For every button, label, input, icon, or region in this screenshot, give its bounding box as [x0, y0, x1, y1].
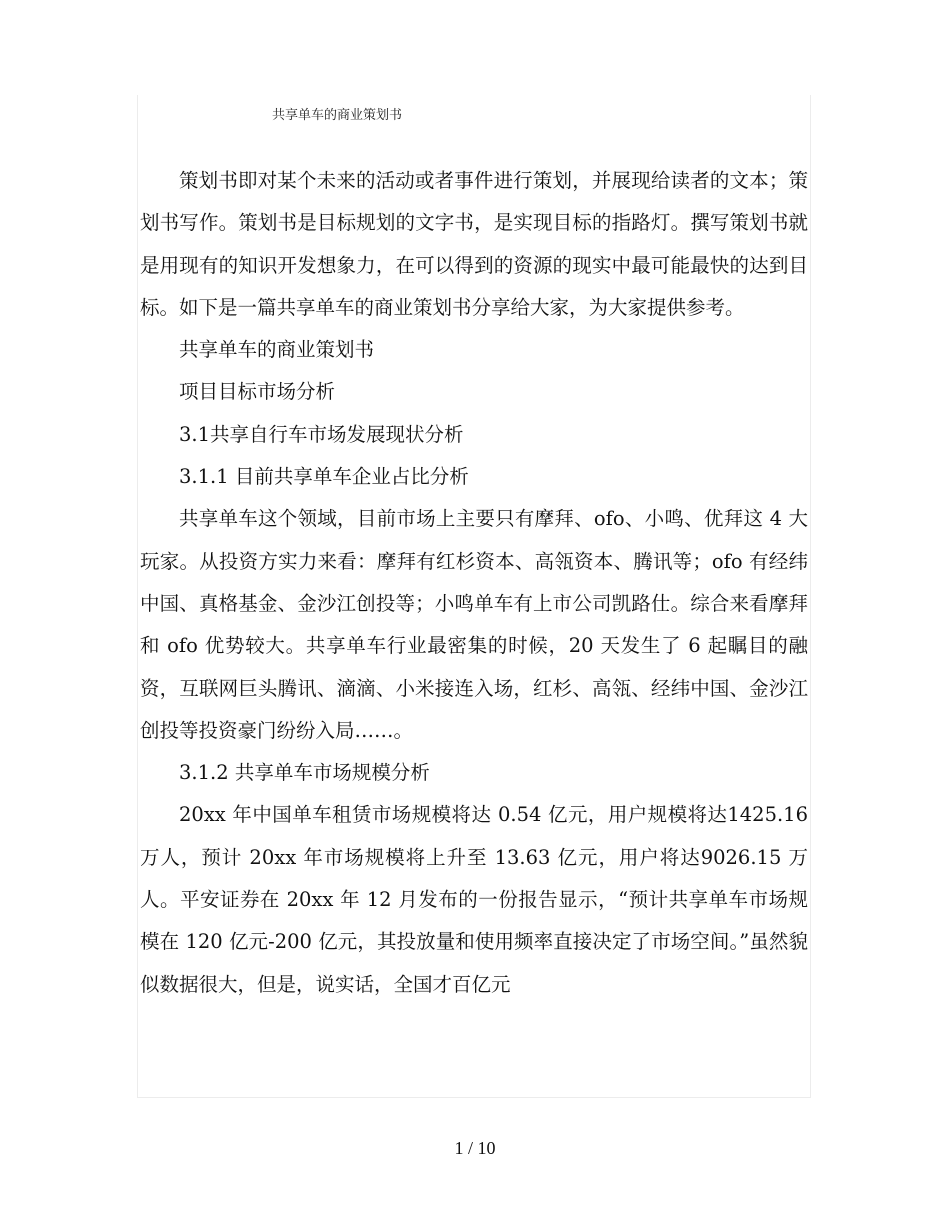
heading-section: 项目目标市场分析: [179, 380, 336, 404]
heading-3-1-1: 3.1.1 目前共享单车企业占比分析: [179, 465, 469, 489]
paragraph-market-players: 共享单车这个领域，目前市场上主要只有摩拜、ofo、小鸣、优拜这 4 大玩家。从投资方实力来看：摩拜有红杉资本、高瓴资本、腾讯等；ofo 有经纬中国、真格基金、金沙江创投等；小鸣单车有上市公司凯路仕。综合来看摩拜和 ofo 优势较大。共享单车行业最密集的时候，20 天发生了 6 起瞩目的融资，互联网巨头腾讯、滴滴、小米接连入场，红杉、高瓴、经纬中国、金沙江创投等投资豪门纷纷入局……。: [140, 507, 808, 742]
paragraph-market-size: 20xx 年中国单车租赁市场规模将达 0.54 亿元，用户规模将达1425.16 万人，预计 20xx 年市场规模将上升至 13.63 亿元，用户将达9026.15 万人。平安证券在 20xx 年 12 月发布的一份报告显示，“预计共享单车市场规模在 120 亿元-200 亿元，其投放量和使用频率直接决定了市场空间。”虽然貌似数据很大，但是，说实话，全国才百亿元: [140, 803, 808, 996]
heading-3-1-2: 3.1.2 共享单车市场规模分析: [179, 761, 430, 785]
paragraph-intro: 策划书即对某个未来的活动或者事件进行策划，并展现给读者的文本；策划书写作。策划书是目标规划的文字书，是实现目标的指路灯。撰写策划书就是用现有的知识开发想象力，在可以得到的资源的现实中最可能最快的达到目标。如下是一篇共享单车的商业策划书分享给大家，为大家提供参考。: [140, 169, 808, 319]
heading-3-1: 3.1共享自行车市场发展现状分析: [179, 422, 464, 446]
document-body: [140, 160, 808, 1006]
heading-title: 共享单车的商业策划书: [179, 338, 375, 362]
running-header: 共享单车的商业策划书: [272, 108, 403, 123]
page-number: 1 / 10: [454, 1138, 496, 1158]
